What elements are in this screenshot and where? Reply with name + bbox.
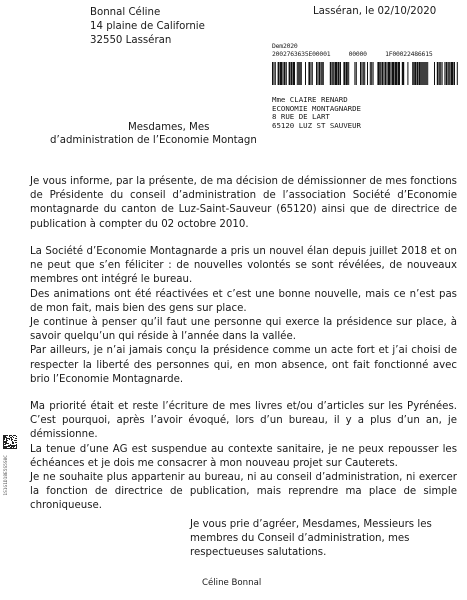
barcode-bar <box>370 62 371 85</box>
recipient-address <box>272 96 361 130</box>
datamatrix-cell <box>9 446 10 447</box>
datamatrix-cell <box>3 441 4 442</box>
datamatrix-cell <box>9 438 10 439</box>
paragraph-reasons <box>30 400 457 514</box>
datamatrix-cell <box>3 447 4 448</box>
datamatrix-cell <box>3 446 4 447</box>
datamatrix-cell <box>5 435 6 436</box>
barcode-bar <box>423 62 425 85</box>
datamatrix-cell <box>12 448 13 449</box>
datamatrix-cell <box>8 446 9 447</box>
datamatrix-cell <box>13 446 14 447</box>
postal-barcode <box>272 62 460 85</box>
datamatrix-cell <box>5 443 6 444</box>
barcode-bar <box>289 62 291 85</box>
datamatrix-cell <box>12 436 13 437</box>
barcode-bar <box>446 62 448 85</box>
barcode-bar <box>345 62 347 85</box>
datamatrix-cell <box>12 439 13 440</box>
datamatrix-cell <box>15 435 16 436</box>
datamatrix-cell <box>13 442 14 443</box>
datamatrix-cell <box>11 439 12 440</box>
barcode-bar <box>310 62 311 85</box>
barcode-bar <box>414 62 416 85</box>
paragraph-text: Ma priorité était et reste l’écriture de mes livres et/ou d’articles sur les Pyrénées. C’est pourquoi, après l’avoir évoqué, lors d’un bureau, il y a plus d’un an, je démissionne. <box>30 401 457 441</box>
datamatrix-cell <box>11 448 12 449</box>
barcode-bar <box>319 62 321 85</box>
datamatrix-cell <box>7 448 8 449</box>
datamatrix-cell <box>6 442 7 443</box>
barcode-bar <box>427 62 428 85</box>
datamatrix-cell <box>5 448 6 449</box>
barcode-bar <box>284 62 286 85</box>
datamatrix-cell <box>10 437 11 438</box>
datamatrix-cell <box>4 442 5 443</box>
datamatrix-cell <box>12 443 13 444</box>
paragraph-text: Je vous informe, par la présente, de ma décision de démissionner de mes fonctions de Présidente du conseil d’administration de l’association Société d’Economie montagnarde du canton de Luz-Saint-Sauveur (65120) ainsi que de directrice de publication à compter du 02 octobre 2010. <box>30 176 457 230</box>
datamatrix-cell <box>14 440 15 441</box>
signature: Céline Bonnal <box>202 578 262 588</box>
datamatrix-cell <box>9 448 10 449</box>
postal-code-line-1: Dem2020 <box>272 42 298 50</box>
barcode-bar <box>275 62 276 85</box>
barcode-bar <box>361 62 362 85</box>
datamatrix-cell <box>16 448 17 449</box>
barcode-bar <box>291 62 293 85</box>
datamatrix-cell <box>9 439 10 440</box>
datamatrix-cell <box>3 448 4 449</box>
barcode-bar <box>444 62 445 85</box>
datamatrix-cell <box>5 441 6 442</box>
datamatrix-cell <box>9 445 10 446</box>
datamatrix-cell <box>6 437 7 438</box>
datamatrix-cell <box>16 446 17 447</box>
barcode-bar <box>333 62 334 85</box>
datamatrix-cell <box>13 445 14 446</box>
barcode-bar <box>305 62 306 85</box>
datamatrix-cell <box>3 435 4 436</box>
datamatrix-cell <box>8 448 9 449</box>
datamatrix-cell <box>4 435 5 436</box>
barcode-bar <box>364 62 365 85</box>
barcode-bar <box>316 62 317 85</box>
datamatrix-cell <box>10 448 11 449</box>
datamatrix-cell <box>4 441 5 442</box>
datamatrix-cell <box>11 437 12 438</box>
datamatrix-cell <box>7 443 8 444</box>
datamatrix-cell <box>11 446 12 447</box>
datamatrix-cell <box>4 436 5 437</box>
barcode-bar <box>282 62 283 85</box>
barcode-bar <box>377 62 379 85</box>
sender-city: 32550 Lasséran <box>90 35 172 47</box>
datamatrix-cell <box>6 447 7 448</box>
barcode-bar <box>273 62 274 85</box>
datamatrix-cell <box>3 438 4 439</box>
recipient-name: Mme CLAIRE RENARD <box>272 95 348 104</box>
barcode-bar <box>363 62 364 85</box>
datamatrix-cell <box>10 444 11 445</box>
paragraph-text: Des animations ont été réactivées et c’est une bonne nouvelle, mais ce n’est pas de mon fait, mais bien des gens sur place. <box>30 288 457 314</box>
datamatrix-cell <box>5 447 6 448</box>
datamatrix-cell <box>11 435 12 436</box>
datamatrix-cell <box>11 440 12 441</box>
datamatrix-cell <box>12 442 13 443</box>
barcode-bar <box>339 62 341 85</box>
datamatrix-cell <box>14 446 15 447</box>
datamatrix-code <box>3 435 17 449</box>
datamatrix-cell <box>8 443 9 444</box>
barcode-bar <box>272 62 273 85</box>
datamatrix-cell <box>10 435 11 436</box>
datamatrix-cell <box>6 440 7 441</box>
barcode-bar <box>391 62 392 85</box>
barcode-bar <box>421 62 423 85</box>
datamatrix-cell <box>10 447 11 448</box>
datamatrix-cell <box>6 443 7 444</box>
datamatrix-cell <box>15 438 16 439</box>
datamatrix-cell <box>13 437 14 438</box>
datamatrix-cell <box>5 442 6 443</box>
postal-code-line-2: 2002763635E00001 00000 1F00022486615 <box>272 50 433 59</box>
barcode-bar <box>354 62 355 85</box>
barcode-bar <box>442 62 443 85</box>
barcode-bar <box>317 62 318 85</box>
barcode-bar <box>360 62 361 85</box>
closing-formula <box>190 518 452 559</box>
datamatrix-cell <box>15 440 16 441</box>
barcode-bar <box>380 62 381 85</box>
paragraph-text: Par ailleurs, je n’ai jamais conçu la présidence comme un acte fort et j’ai choisi de respecter la liberté des personnes qui, en mon absence, ont fait fonctionné avec brio l’Economie Montagnarde. <box>30 345 457 385</box>
barcode-bar <box>312 62 313 85</box>
recipient-org: ECONOMIE MONTAGNARDE <box>272 103 361 113</box>
datamatrix-cell <box>11 445 12 446</box>
datamatrix-cell <box>8 445 9 446</box>
barcode-bar <box>434 62 435 85</box>
sender-address <box>90 6 205 49</box>
barcode-bar <box>373 62 374 85</box>
datamatrix-cell <box>16 438 17 439</box>
barcode-bar <box>418 62 420 85</box>
datamatrix-cell <box>3 443 4 444</box>
sender-name: Bonnal Céline <box>90 7 161 18</box>
barcode-bar <box>439 62 440 85</box>
datamatrix-cell <box>14 435 15 436</box>
barcode-bar <box>300 62 302 85</box>
paragraph-text: Je continue à penser qu’il faut une personne qui exerce la présidence sur place, à savoir quelqu’un qui réside à l’année dans la vallée. <box>30 317 457 343</box>
recipient-city: 65120 LUZ ST SAUVEUR <box>272 120 361 130</box>
barcode-bar <box>335 62 337 85</box>
datamatrix-cell <box>13 447 14 448</box>
datamatrix-cell <box>7 435 8 436</box>
datamatrix-cell <box>14 448 15 449</box>
datamatrix-cell <box>5 446 6 447</box>
barcode-bar <box>308 62 310 85</box>
datamatrix-cell <box>5 437 6 438</box>
datamatrix-cell <box>5 436 6 437</box>
barcode-bar <box>385 62 386 85</box>
barcode-bar <box>449 62 450 85</box>
barcode-bar <box>451 62 453 85</box>
datamatrix-cell <box>4 437 5 438</box>
barcode-bar <box>298 62 300 85</box>
datamatrix-cell <box>6 435 7 436</box>
barcode-bar <box>402 62 404 85</box>
paragraph-text: La tenue d’une AG est suspendue au contexte sanitaire, je ne peux repousser les échéances et je dois me consacrer à mon nouveau projet sur Cauterets. <box>30 443 457 469</box>
barcode-bar <box>321 62 322 85</box>
datamatrix-cell <box>3 440 4 441</box>
barcode-bar <box>412 62 414 85</box>
datamatrix-cell <box>4 439 5 440</box>
datamatrix-cell <box>16 436 17 437</box>
barcode-bar <box>453 62 455 85</box>
barcode-bar <box>395 62 397 85</box>
datamatrix-cell <box>9 435 10 436</box>
barcode-bar <box>278 62 280 85</box>
barcode-bar <box>371 62 372 85</box>
paragraph-text: Je ne souhaite plus appartenir au bureau, ni au conseil d’administration, ni exercer la fonction de directrice de publication, mais reprendre ma place de simple chroniqueuse. <box>30 472 457 512</box>
datamatrix-cell <box>13 443 14 444</box>
barcode-bar <box>392 62 394 85</box>
datamatrix-cell <box>3 436 4 437</box>
barcode-bar <box>417 62 418 85</box>
datamatrix-cell <box>4 446 5 447</box>
datamatrix-cell <box>15 442 16 443</box>
datamatrix-cell <box>12 441 13 442</box>
datamatrix-cell <box>9 436 10 437</box>
place-date: Lasséran, le 02/10/2020 <box>313 6 437 17</box>
datamatrix-cell <box>16 442 17 443</box>
datamatrix-cell <box>7 438 8 439</box>
datamatrix-cell <box>11 438 12 439</box>
barcode-bar <box>388 62 390 85</box>
barcode-bar <box>280 62 282 85</box>
barcode-bar <box>440 62 441 85</box>
barcode-bar <box>286 62 287 85</box>
datamatrix-cell <box>15 445 16 446</box>
datamatrix-cell <box>10 445 11 446</box>
greeting-line-1: Mesdames, Mes <box>128 122 210 133</box>
barcode-bar <box>332 62 333 85</box>
datamatrix-cell <box>4 448 5 449</box>
barcode-bar <box>337 62 339 85</box>
paragraph-resignation <box>30 175 457 232</box>
datamatrix-cell <box>12 446 13 447</box>
sender-street: 14 plaine de Californie <box>90 21 205 33</box>
datamatrix-cell <box>6 441 7 442</box>
barcode-bar <box>367 62 368 85</box>
barcode-bar <box>448 62 449 85</box>
greeting-line-2: d’administration de l’Economie Montagn <box>50 135 257 146</box>
postal-codes <box>272 42 433 59</box>
datamatrix-cell <box>15 448 16 449</box>
side-code-text: 1S1G1D18E5S5S0C <box>4 455 9 496</box>
datamatrix-cell <box>6 438 7 439</box>
datamatrix-cell <box>6 446 7 447</box>
barcode-bar <box>297 62 298 85</box>
barcode-bar <box>382 62 384 85</box>
paragraph-context <box>30 245 457 387</box>
barcode-bar <box>425 62 427 85</box>
datamatrix-cell <box>12 445 13 446</box>
barcode-bar <box>386 62 387 85</box>
datamatrix-cell <box>7 446 8 447</box>
paragraph-text: La Société d’Economie Montagnarde a pris un nouvel élan depuis juillet 2018 et on ne peut que s’en féliciter : de nouvelles volontés se sont révélées, de nouveaux membres ont intégré le bureau. <box>30 246 457 286</box>
datamatrix-cell <box>6 448 7 449</box>
barcode-bar <box>384 62 385 85</box>
datamatrix-cell <box>8 438 9 439</box>
datamatrix-cell <box>3 445 4 446</box>
datamatrix-cell <box>13 435 14 436</box>
datamatrix-cell <box>3 439 4 440</box>
barcode-bar <box>348 62 349 85</box>
datamatrix-cell <box>13 448 14 449</box>
barcode-bar <box>407 62 408 85</box>
datamatrix-cell <box>4 438 5 439</box>
datamatrix-cell <box>16 440 17 441</box>
datamatrix-cell <box>3 437 4 438</box>
datamatrix-cell <box>14 445 15 446</box>
barcode-bar <box>330 62 332 85</box>
datamatrix-cell <box>3 442 4 443</box>
datamatrix-cell <box>7 440 8 441</box>
barcode-bar <box>293 62 295 85</box>
datamatrix-cell <box>4 444 5 445</box>
datamatrix-cell <box>4 447 5 448</box>
datamatrix-cell <box>5 444 6 445</box>
barcode-bar <box>398 62 400 85</box>
datamatrix-cell <box>16 447 17 448</box>
barcode-bar <box>437 62 439 85</box>
datamatrix-cell <box>16 445 17 446</box>
datamatrix-cell <box>16 444 17 445</box>
barcode-bar <box>356 62 357 85</box>
barcode-bar <box>322 62 324 85</box>
datamatrix-cell <box>6 439 7 440</box>
closing-text: Je vous prie d’agréer, Mesdames, Messieurs les membres du Conseil d’administration, mes respectueuses salutations. <box>190 519 432 558</box>
datamatrix-cell <box>11 447 12 448</box>
datamatrix-cell <box>3 444 4 445</box>
recipient-street: 8 RUE DE LART <box>272 112 330 122</box>
barcode-bar <box>343 62 345 85</box>
barcode-bar <box>457 62 458 85</box>
